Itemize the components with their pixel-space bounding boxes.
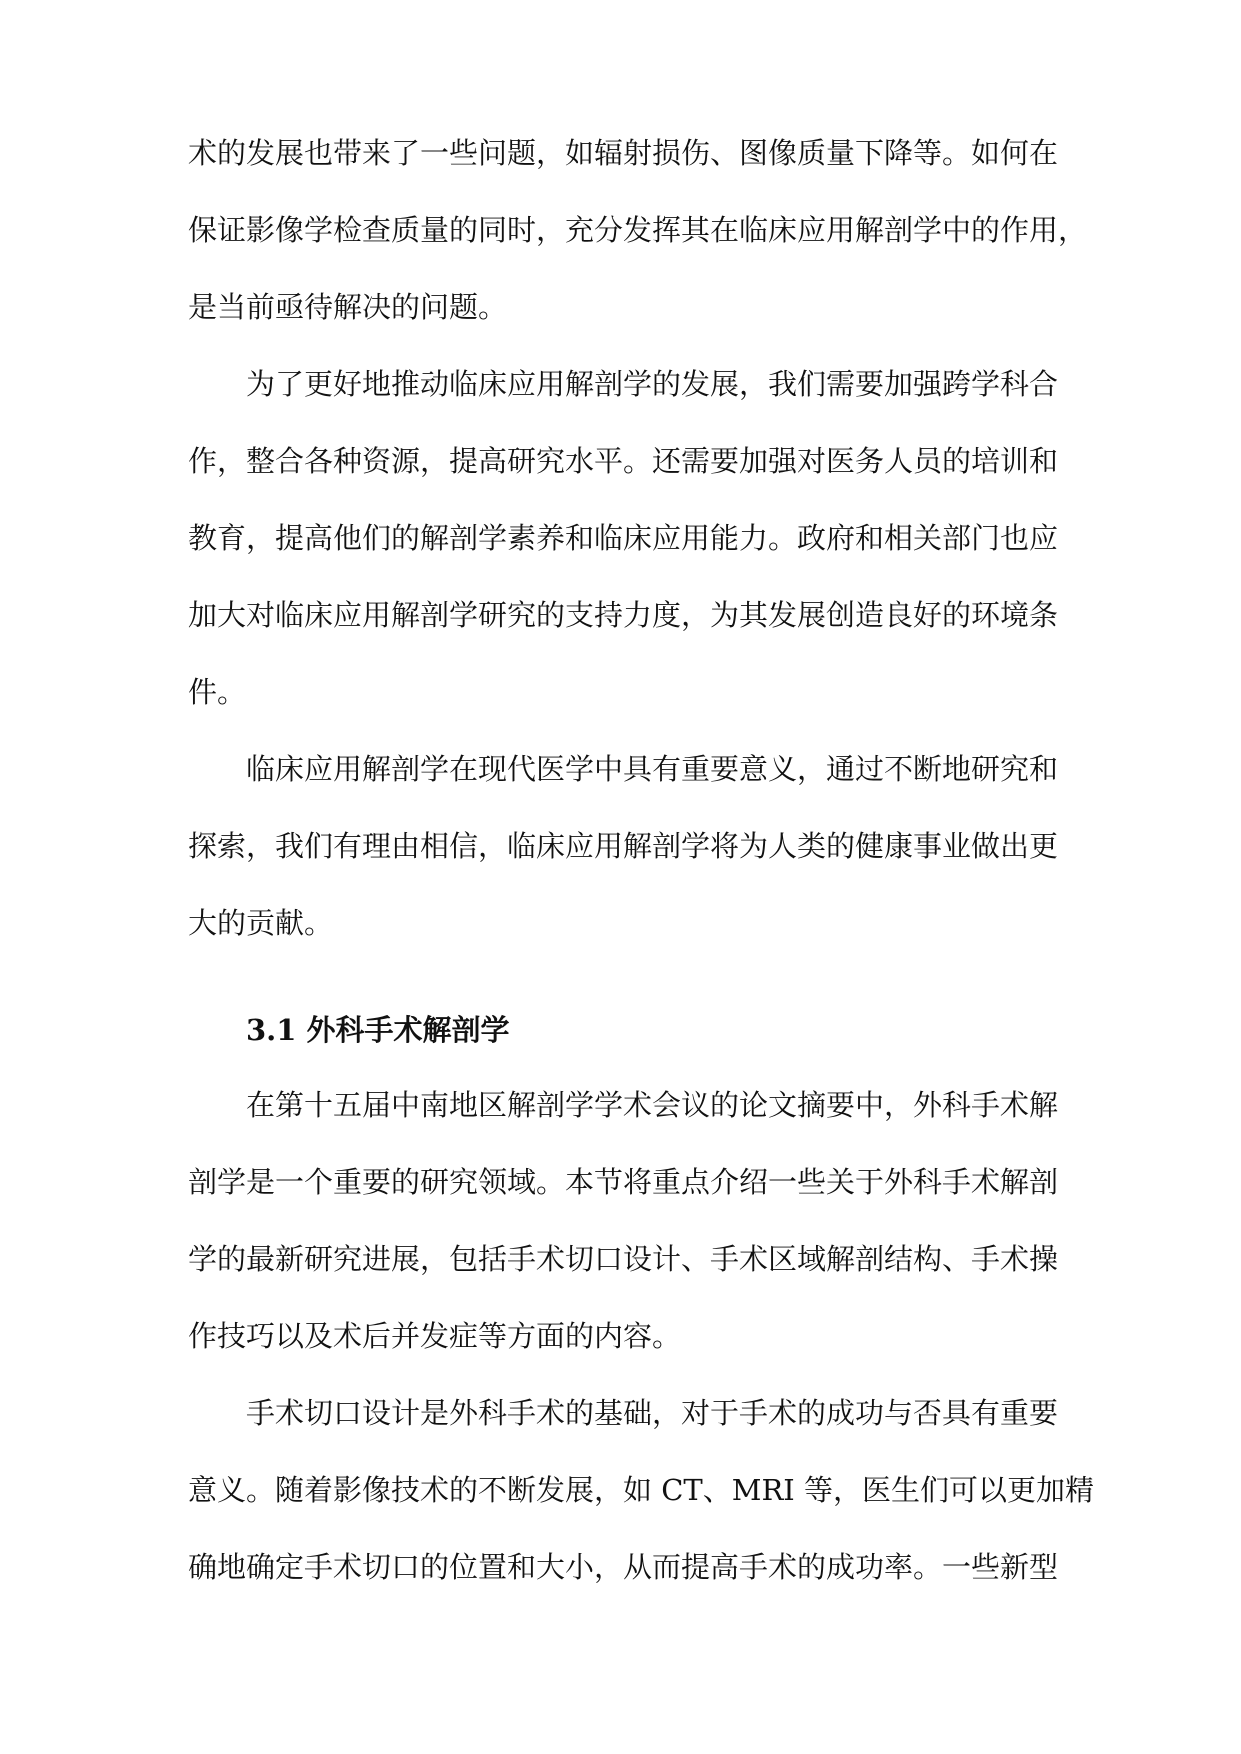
paragraph-1-line-2: 保证影像学检查质量的同时，充分发挥其在临床应用解剖学中的作用， [188,213,1088,247]
paragraph-1-line-1: 术的发展也带来了一些问题，如辐射损伤、图像质量下降等。如何在 [188,136,1059,170]
paragraph-4-line-1: 在第十五届中南地区解剖学学术会议的论文摘要中，外科手术解 [246,1088,1059,1122]
section-heading: 3.1 外科手术解剖学 [246,1013,510,1047]
paragraph-2-line-4: 加大对临床应用解剖学研究的支持力度，为其发展创造良好的环境条 [188,598,1059,632]
paragraph-3-line-2: 探索，我们有理由相信，临床应用解剖学将为人类的健康事业做出更 [188,829,1059,863]
paragraph-3-line-3: 大的贡献。 [188,906,334,940]
paragraph-5-line-1: 手术切口设计是外科手术的基础，对于手术的成功与否具有重要 [246,1396,1059,1430]
paragraph-5-line-3: 确地确定手术切口的位置和大小，从而提高手术的成功率。一些新型 [188,1550,1059,1584]
paragraph-1-line-3: 是当前亟待解决的问题。 [188,290,508,324]
paragraph-4-line-3: 学的最新研究进展，包括手术切口设计、手术区域解剖结构、手术操 [188,1242,1059,1276]
paragraph-2-line-1: 为了更好地推动临床应用解剖学的发展，我们需要加强跨学科合 [246,367,1059,401]
paragraph-4-line-2: 剖学是一个重要的研究领域。本节将重点介绍一些关于外科手术解剖 [188,1165,1059,1199]
paragraph-5-line-2: 意义。随着影像技术的不断发展，如 CT、MRI 等，医生们可以更加精 [188,1473,1094,1507]
paragraph-2-line-2: 作，整合各种资源，提高研究水平。还需要加强对医务人员的培训和 [188,444,1059,478]
paragraph-2-line-3: 教育，提高他们的解剖学素养和临床应用能力。政府和相关部门也应 [188,521,1059,555]
paragraph-2-line-5: 件。 [188,675,247,709]
paragraph-4-line-4: 作技巧以及术后并发症等方面的内容。 [188,1319,682,1353]
paragraph-3-line-1: 临床应用解剖学在现代医学中具有重要意义，通过不断地研究和 [246,752,1059,786]
body-text [188,0,1094,1754]
